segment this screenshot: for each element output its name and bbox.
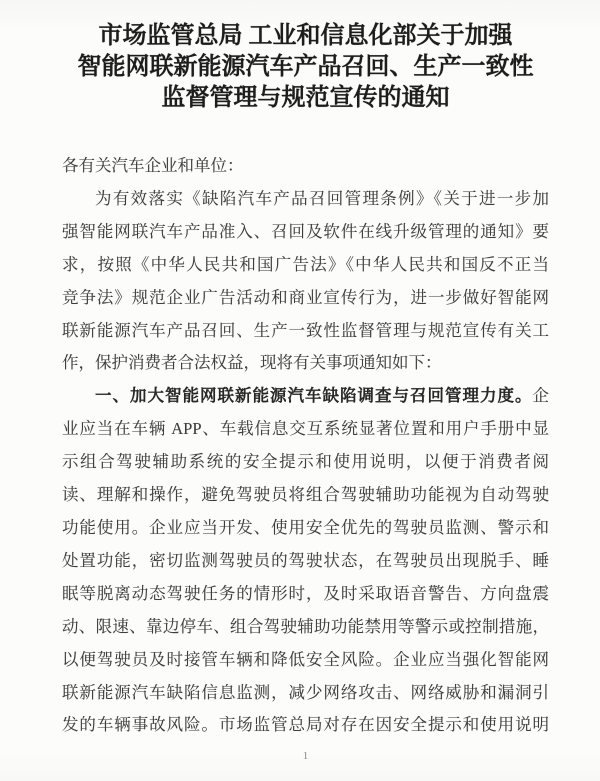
section-1-line: 以便驾驶员及时接管车辆和降低安全风险。企业应当强化智能网 bbox=[62, 649, 549, 669]
paragraph-1-line: 求，按照《中华人民共和国广告法》《中华人民共和国反不正当 bbox=[62, 254, 549, 274]
paragraph-1-line: 强智能网联汽车产品准入、召回及软件在线升级管理的通知》要 bbox=[62, 221, 549, 241]
section-1-line: 眠等脱离动态驾驶任务的情形时，及时采取语音警告、方向盘震 bbox=[62, 583, 549, 603]
section-1-line: 示组合驾驶辅助系统的安全提示和使用说明，以便于消费者阅 bbox=[62, 452, 549, 472]
document-title bbox=[62, 21, 549, 114]
title-line-2: 智能网联新能源汽车产品召回、生产一致性 bbox=[77, 54, 534, 80]
section-1-line: 业应当在车辆 APP、车载信息交互系统显著位置和用户手册中显 bbox=[62, 419, 549, 439]
paragraph-1-line: 竞争法》规范企业广告活动和商业宣传行为，进一步做好智能网 bbox=[62, 287, 549, 307]
section-1-line: 发的车辆事故风险。市场监管总局对存在因安全提示和使用说明 bbox=[62, 715, 549, 735]
section-1-lead-line bbox=[62, 380, 549, 413]
paragraph-1-line: 作，保护消费者合法权益，现将有关事项通知如下： bbox=[62, 353, 442, 373]
salutation-line: 各有关汽车企业和单位： bbox=[62, 156, 244, 175]
page-number: 1 bbox=[302, 750, 309, 762]
section-1-line: 联新能源汽车缺陷信息监测，减少网络攻击、网络威胁和漏洞引 bbox=[62, 682, 549, 702]
section-1-heading: 一、加大智能网联新能源汽车缺陷调查与召回管理力度。 bbox=[95, 386, 533, 406]
document-body bbox=[62, 150, 549, 742]
title-line-1: 市场监管总局 工业和信息化部关于加强 bbox=[98, 23, 513, 49]
title-line-3: 监督管理与规范宣传的通知 bbox=[161, 85, 450, 111]
section-1-line: 读、理解和操作，避免驾驶员将组合驾驶辅助功能视为自动驾驶 bbox=[62, 485, 549, 505]
paragraph-1-line: 为有效落实《缺陷汽车产品召回管理条例》《关于进一步加 bbox=[95, 188, 549, 208]
paragraph-1-line: 联新能源汽车产品召回、生产一致性监督管理与规范宣传有关工 bbox=[62, 320, 549, 340]
section-1-line: 动、限速、靠边停车、组合驾驶辅助功能禁用等警示或控制措施， bbox=[62, 616, 549, 636]
section-1-line: 处置功能，密切监测驾驶员的驾驶状态，在驾驶员出现脱手、睡 bbox=[62, 550, 549, 570]
section-1-line: 功能使用。企业应当开发、使用安全优先的驾驶员监测、警示和 bbox=[62, 517, 549, 537]
section-1-lead-rest: 企 bbox=[532, 386, 549, 406]
